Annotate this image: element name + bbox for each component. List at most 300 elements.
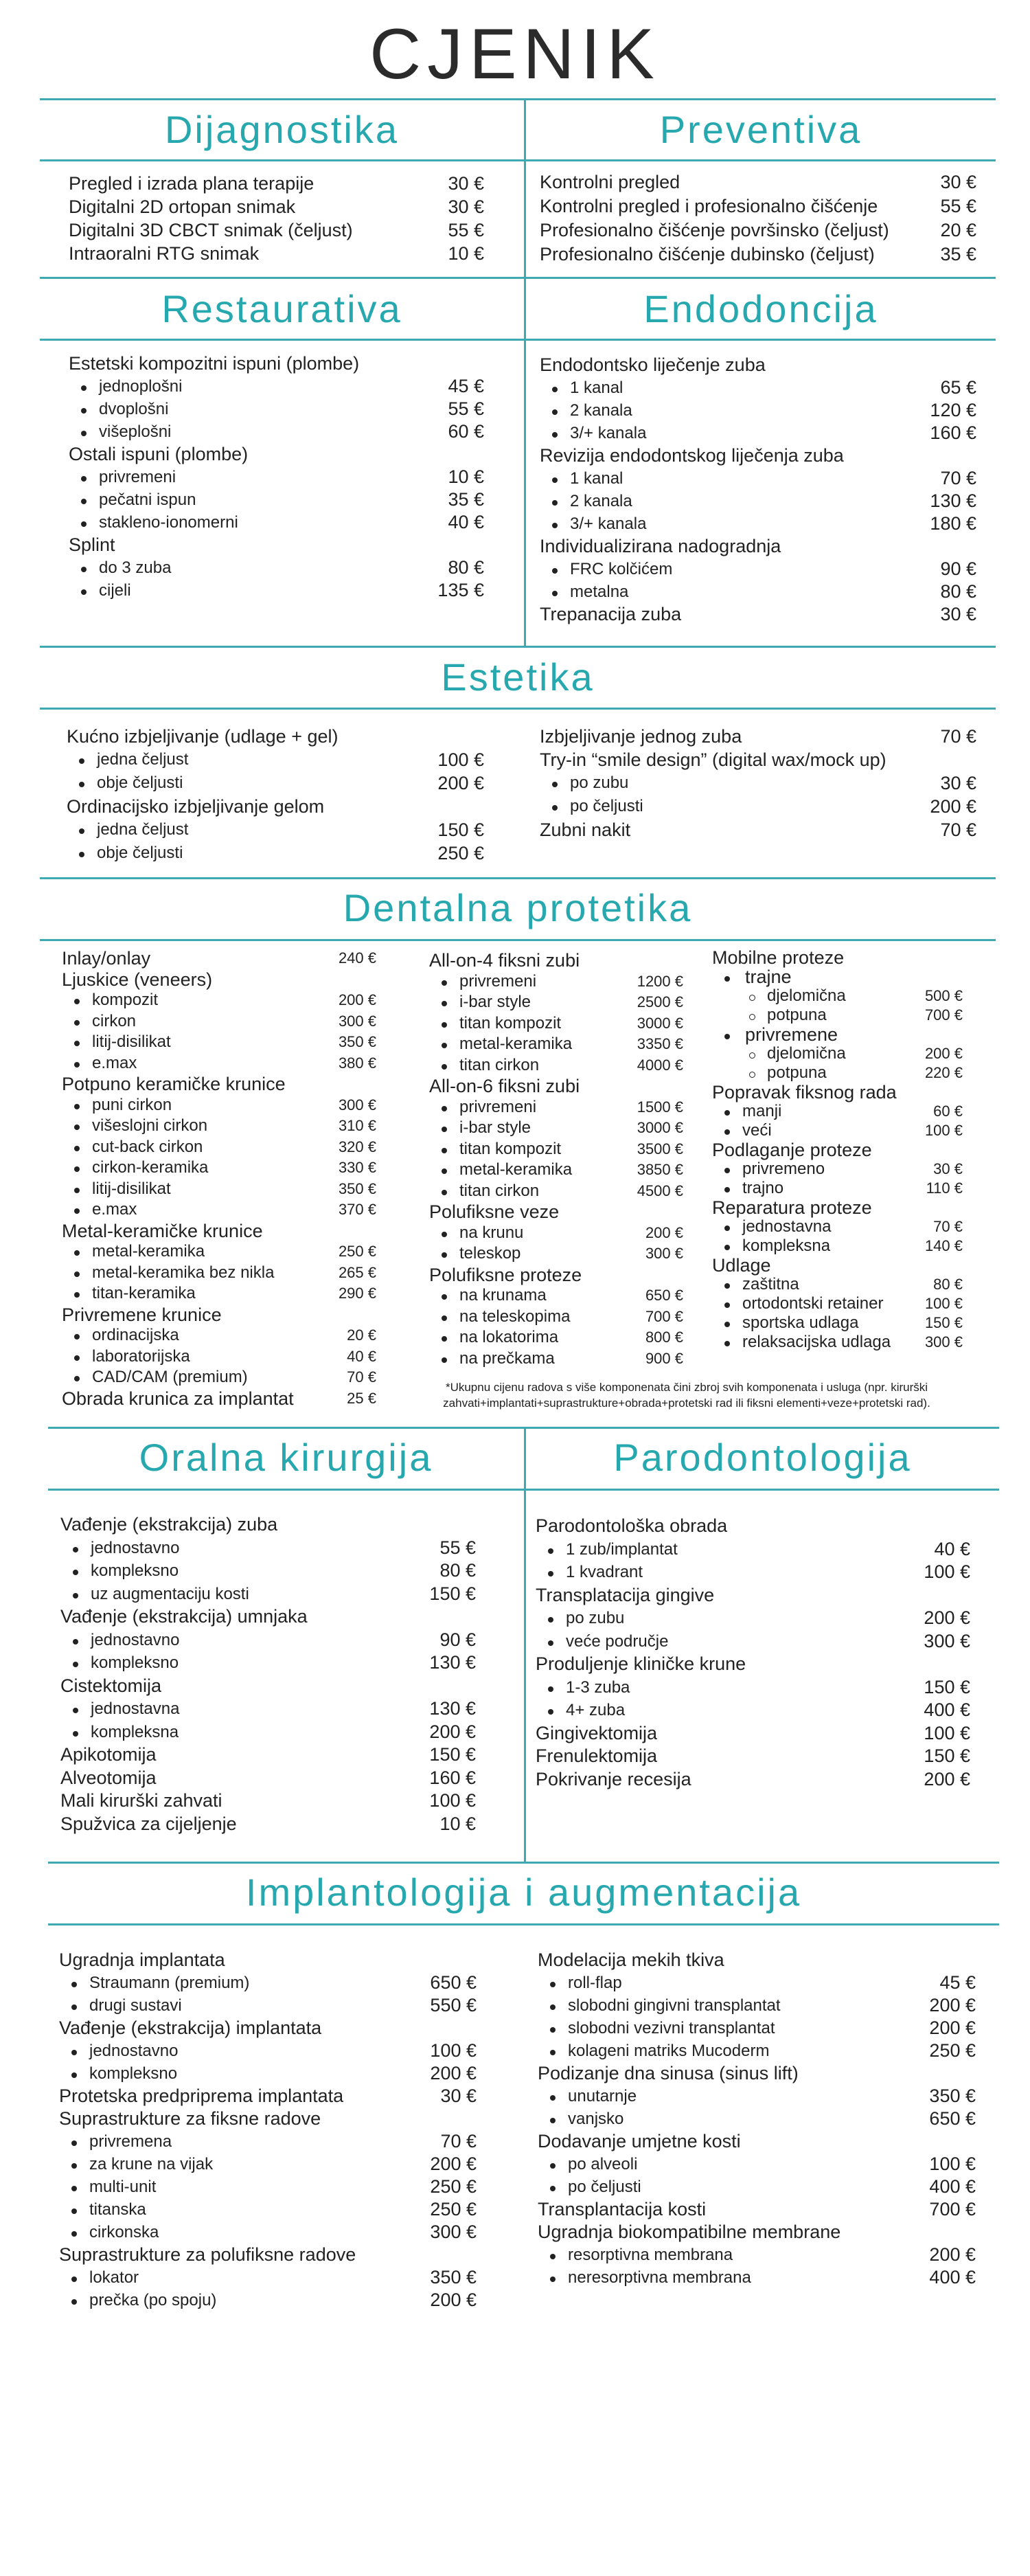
item-name: Vađenje (ekstrakcija) umnjaka [60,1606,308,1627]
price-row-heading [60,1675,476,1698]
item-price: 900 € [645,1349,683,1367]
item-name: Suprastrukture za fiksne radove [59,2108,321,2129]
divider [40,646,996,648]
price-row-item [540,490,976,512]
price-row-item [540,512,976,535]
item-price: 55 € [448,398,484,419]
price-row-item [62,1137,376,1158]
item-name: Apikotomija [60,1744,157,1765]
item-price: 65 € [940,377,976,398]
item-price: 130 € [930,490,976,511]
item-price: 320 € [338,1138,376,1155]
price-row-heading [538,1949,976,1971]
price-row-item [59,2176,477,2198]
item-price: 3000 € [637,1119,683,1136]
price-row-item [429,1139,683,1160]
item-name: veće područje [536,1632,668,1651]
item-price: 10 € [439,1813,476,1834]
item-name: Endodontsko liječenje zuba [540,354,766,375]
item-price: 100 € [924,1122,963,1139]
item-name: 2 kanala [540,401,632,420]
item-name: pečatni ispun [69,490,196,509]
item-price: 650 € [929,2108,976,2129]
item-price: 30 € [940,773,976,793]
price-row-item [62,1116,376,1137]
price-row-heading [712,948,963,967]
price-row-heading [69,352,484,375]
item-name: Parodontološka obrada [536,1515,728,1536]
item-price: 200 € [437,773,484,793]
item-name: Udlage [712,1255,771,1276]
item-name: veći [712,1121,772,1140]
item-name: Podizanje dna sinusa (sinus lift) [538,2063,799,2083]
item-price: 250 € [430,2176,477,2197]
item-name: i-bar style [429,993,531,1011]
item-price: 30 € [440,2086,477,2106]
price-row-heading [69,443,484,466]
price-list-kirurgija [60,1513,476,1835]
price-row-heading [59,2108,477,2130]
price-row-item [536,1561,970,1584]
price-row-item [540,795,976,818]
item-name: laboratorijska [62,1347,190,1366]
item-name: e.max [62,1054,137,1072]
item-name: Intraoralni RTG snimak [69,243,260,264]
price-row-item [538,2244,976,2266]
item-name: prečka (po spoju) [59,2291,216,2309]
price-row-heading [712,1198,963,1217]
item-price: 700 € [929,2199,976,2219]
price-row-item [540,580,976,603]
item-price: 200 € [924,1045,963,1062]
item-price: 330 € [338,1159,376,1176]
price-row-item [536,1607,970,1630]
price-row-item [62,1263,376,1284]
item-price: 200 € [645,1223,683,1241]
price-list-restaurativa [69,352,484,602]
item-price: 135 € [437,580,484,600]
item-name: po zubu [536,1609,624,1627]
item-name: ortodontski retainer [712,1294,883,1313]
item-name: titanska [59,2200,146,2219]
item-name: Pokrivanje recesija [536,1768,691,1789]
item-name: slobodni gingivni transplantat [538,1996,781,2015]
item-price: 400 € [929,2176,976,2197]
price-row-item [540,467,976,490]
item-name: kompleksna [712,1236,830,1255]
price-row-heading [540,725,976,748]
item-name: Ostali ispuni (plombe) [69,444,249,464]
price-row-heading [62,969,376,991]
item-name: kompleksna [60,1723,179,1741]
item-name: Estetski kompozitni ispuni (plombe) [69,353,360,374]
item-name: jednostavna [60,1699,179,1718]
item-price: 250 € [437,843,484,863]
price-row-item [62,1053,376,1074]
item-price: 55 € [448,220,484,240]
price-row-item [712,986,963,1006]
price-row-item [429,1013,683,1035]
item-price: 45 € [448,376,484,396]
item-name: jednostavna [712,1217,831,1236]
item-price: 250 € [338,1243,376,1260]
item-name: All-on-4 fiksni zubi [429,950,580,971]
divider [40,277,996,279]
item-name: manji [712,1102,781,1120]
price-row-item [69,579,484,602]
item-price: 60 € [448,421,484,442]
item-name: višeslojni cirkon [62,1116,207,1135]
item-name: Mali kirurški zahvati [60,1790,222,1811]
item-price: 40 € [934,1538,970,1559]
price-row-item [67,748,484,771]
item-price: 30 € [933,1160,963,1177]
price-row-item [69,488,484,511]
price-row-item [712,1102,963,1121]
item-name: metal-keramika [62,1242,205,1261]
item-price: 300 € [924,1630,970,1651]
item-name: unutarnje [538,2087,637,2105]
item-price: 220 € [924,1064,963,1081]
price-row-heading [536,1722,970,1745]
item-price: 100 € [437,749,484,770]
item-price: 80 € [439,1560,476,1581]
price-row-item [59,1971,477,1994]
item-price: 650 € [430,1972,477,1993]
item-name: metalna [540,583,628,601]
item-price: 35 € [940,244,976,264]
item-name: Revizija endodontskog liječenja zuba [540,445,844,466]
item-name: Transplatacija gingive [536,1584,715,1605]
item-price: 200 € [338,991,376,1008]
price-row-item [429,1348,683,1370]
item-price: 30 € [448,196,484,217]
item-name: potpuna [712,1063,827,1082]
price-row-heading [538,2198,976,2221]
item-price: 25 € [347,1389,376,1407]
price-row-item [62,1095,376,1116]
item-price: 80 € [448,557,484,578]
price-row-heading [62,948,376,969]
item-name: relaksacijska udlaga [712,1333,891,1351]
price-row-item [712,1025,963,1044]
price-row-item [59,2198,477,2221]
price-row-heading [69,172,484,195]
footnote-line-1: *Ukupnu cijenu radova s više komponenata čini zbroj svih komponenata i usluga (npr. kirurški [445,1381,928,1394]
item-price: 30 € [448,173,484,194]
item-name: titan-keramika [62,1284,196,1302]
item-price: 200 € [924,1768,970,1789]
price-row-item [69,375,484,398]
item-name: Popravak fiksnog rada [712,1082,897,1103]
item-price: 350 € [430,2267,477,2287]
item-price: 650 € [645,1287,683,1304]
item-price: 200 € [429,1721,476,1742]
price-row-heading [429,950,683,971]
item-name: roll-flap [538,1974,622,1992]
item-name: 1 kvadrant [536,1563,643,1581]
item-name: Pregled i izrada plana terapije [69,173,314,194]
item-price: 2500 € [637,993,683,1010]
price-row-item [540,422,976,444]
section-heading-restaurativa: Restaurativa [161,287,402,330]
item-name: Straumann (premium) [59,1974,249,1992]
item-name: Vađenje (ekstrakcija) zuba [60,1514,278,1535]
price-row-heading [712,1256,963,1275]
price-row-heading [540,242,976,267]
item-price: 3500 € [637,1140,683,1157]
item-price: 20 € [940,220,976,240]
item-price: 20 € [347,1326,376,1344]
item-price: 200 € [430,2290,477,2310]
price-row-heading [67,795,484,818]
item-name: po zubu [540,773,628,792]
item-name: jednostavno [60,1631,179,1649]
item-price: 250 € [430,2199,477,2219]
item-price: 60 € [933,1103,963,1120]
price-row-item [712,1006,963,1025]
price-row-item [60,1559,476,1583]
price-row-heading [429,1265,683,1286]
item-price: 350 € [338,1179,376,1197]
price-row-heading [429,1076,683,1097]
price-row-heading [536,1515,970,1538]
item-name: teleskop [429,1244,520,1263]
section-heading-protetika: Dentalna protetika [343,886,693,929]
price-row-heading [536,1653,970,1676]
item-name: djelomična [712,1044,846,1063]
item-name: na lokatorima [429,1328,558,1346]
price-row-heading [59,2085,477,2108]
price-row-item [712,1236,963,1256]
item-price: 150 € [437,820,484,840]
price-row-item [712,1063,963,1083]
item-price: 180 € [930,513,976,534]
item-name: Trepanacija zuba [540,604,682,624]
price-row-item [67,818,484,841]
price-row-heading [62,1074,376,1095]
item-price: 150 € [429,1583,476,1604]
item-name: jednostavno [59,2042,178,2060]
item-name: Suprastrukture za polufiksne radove [59,2244,356,2265]
price-row-item [62,1032,376,1053]
item-price: 500 € [924,987,963,1004]
price-list-implantologija-right [538,1949,976,2289]
item-name: Reparatura proteze [712,1197,872,1218]
item-name: Try-in “smile design” (digital wax/mock up) [540,749,886,770]
price-row-item [540,399,976,422]
divider [40,939,996,941]
item-price: 150 € [429,1744,476,1765]
price-row-item [69,511,484,534]
item-price: 100 € [430,2040,477,2061]
item-price: 300 € [430,2222,477,2242]
item-name: Spužvica za cijeljenje [60,1813,237,1834]
price-row-heading [540,218,976,242]
price-row-item [67,771,484,795]
item-name: cirkonska [59,2223,159,2241]
item-name: Kontrolni pregled i profesionalno čišćenje [540,196,878,216]
item-name: Digitalni 3D CBCT snimak (čeljust) [69,220,353,240]
item-name: obje čeljusti [67,773,183,792]
price-list-estetika-right [540,725,976,841]
price-list-estetika-left [67,725,484,865]
price-row-item [712,1217,963,1236]
divider [48,1923,999,1925]
price-row-item [59,2062,477,2085]
item-name: cut-back cirkon [62,1138,203,1156]
item-price: 55 € [940,196,976,216]
item-name: All-on-6 fiksni zubi [429,1076,580,1096]
item-name: cirkon [62,1012,136,1030]
price-row-heading [712,1140,963,1160]
price-row-item [59,2266,477,2289]
item-price: 10 € [448,466,484,487]
item-name: Profesionalno čišćenje površinsko (čeljust) [540,220,889,240]
price-row-heading [540,535,976,558]
item-price: 160 € [930,422,976,443]
price-list-implantologija-left [59,1949,477,2312]
item-price: 70 € [940,820,976,840]
item-price: 290 € [338,1285,376,1302]
item-price: 70 € [940,468,976,488]
item-price: 45 € [939,1972,976,1993]
price-row-heading [60,1789,476,1813]
item-name: privremene [712,1024,838,1045]
price-row-heading [540,170,976,194]
item-name: stakleno-ionomerni [69,513,238,532]
item-name: do 3 zuba [69,558,171,577]
price-row-item [712,1179,963,1198]
price-row-item [59,2153,477,2176]
price-row-item [538,2108,976,2130]
price-row-heading [59,1949,477,1971]
item-name: trajne [712,967,792,987]
price-row-item [536,1538,970,1561]
item-name: Ordinacijsko izbjeljivanje gelom [67,796,325,817]
item-price: 150 € [924,1314,963,1331]
price-row-item [429,1285,683,1307]
item-price: 160 € [429,1767,476,1788]
item-name: Ljuskice (veneers) [62,969,213,990]
price-row-heading [60,1813,476,1836]
price-row-item [59,2130,477,2153]
item-name: metal-keramika bez nikla [62,1263,274,1282]
price-row-item [429,1034,683,1055]
section-heading-preventiva: Preventiva [659,108,862,151]
price-row-heading [538,2221,976,2244]
item-price: 265 € [338,1263,376,1281]
item-price: 80 € [940,581,976,602]
item-name: Ugradnja biokompatibilne membrane [538,2222,841,2242]
item-price: 200 € [924,1607,970,1628]
price-row-item [712,1294,963,1313]
price-row-item [60,1583,476,1606]
item-price: 80 € [933,1276,963,1293]
item-price: 100 € [929,2154,976,2174]
divider [524,1427,526,1862]
price-row-item [712,1313,963,1333]
item-price: 3000 € [637,1014,683,1032]
item-name: kolageni matriks Mucoderm [538,2042,769,2060]
price-row-heading [540,354,976,376]
item-name: privremeno [712,1160,825,1178]
item-price: 110 € [926,1179,963,1197]
item-name: e.max [62,1200,137,1219]
item-name: 1-3 zuba [536,1678,630,1697]
price-row-item [429,1223,683,1244]
price-row-item [540,771,976,795]
item-price: 310 € [338,1117,376,1134]
divider [40,98,996,100]
item-name: Potpuno keramičke krunice [62,1074,286,1094]
item-price: 3350 € [637,1035,683,1052]
price-list-protetika-col3 [712,948,963,1352]
price-row-item [712,1160,963,1179]
item-price: 400 € [929,2267,976,2287]
item-name: Transplantacija kosti [538,2199,707,2219]
item-name: slobodni vezivni transplantat [538,2019,775,2037]
item-name: Kontrolni pregled [540,172,680,192]
price-row-item [536,1630,970,1653]
price-row-item [62,1199,376,1221]
item-name: na krunama [429,1286,547,1304]
price-row-heading [69,534,484,556]
price-row-item [60,1697,476,1721]
item-name: Polufiksne proteze [429,1264,582,1285]
item-price: 200 € [929,2244,976,2265]
item-name: lokator [59,2268,139,2287]
item-name: titan cirkon [429,1182,539,1200]
price-row-heading [60,1605,476,1629]
item-name: Vađenje (ekstrakcija) implantata [59,2018,322,2038]
price-row-item [69,556,484,579]
price-row-heading [59,2244,477,2266]
price-row-item [62,1157,376,1179]
item-price: 700 € [645,1307,683,1325]
price-row-item [62,1367,376,1388]
price-row-item [429,1243,683,1265]
price-row-item [60,1537,476,1560]
price-row-item [712,1333,963,1352]
price-row-item [62,1011,376,1032]
section-heading-endodoncija: Endodoncija [643,287,878,330]
item-price: 300 € [338,1096,376,1114]
item-name: Gingivektomija [536,1722,658,1743]
item-price: 1500 € [637,1098,683,1116]
item-name: Splint [69,534,115,555]
item-name: cijeli [69,581,131,600]
item-name: po alveoli [538,2155,637,2173]
footnote-line-2: zahvati+implantati+suprastrukture+obrada+protetski rad ili fiksni elementi+veze+protetski rad). [443,1397,930,1410]
item-name: 2 kanala [540,492,632,510]
item-name: Alveotomija [60,1767,157,1788]
item-name: Produljenje kliničke krune [536,1653,746,1674]
item-name: Ugradnja implantata [59,1950,225,1970]
price-row-item [540,376,976,399]
price-row-item [538,1994,976,2017]
section-heading-implantologija: Implantologija i augmentacija [245,1871,802,1914]
item-name: za krune na vijak [59,2155,213,2173]
item-price: 700 € [924,1006,963,1024]
item-name: kompozit [62,991,158,1009]
item-name: puni cirkon [62,1096,172,1114]
item-name: 3/+ kanala [540,515,646,533]
item-price: 10 € [448,243,484,264]
price-row-heading [540,603,976,626]
item-price: 380 € [338,1054,376,1072]
item-name: Profesionalno čišćenje dubinsko (čeljust) [540,244,875,264]
